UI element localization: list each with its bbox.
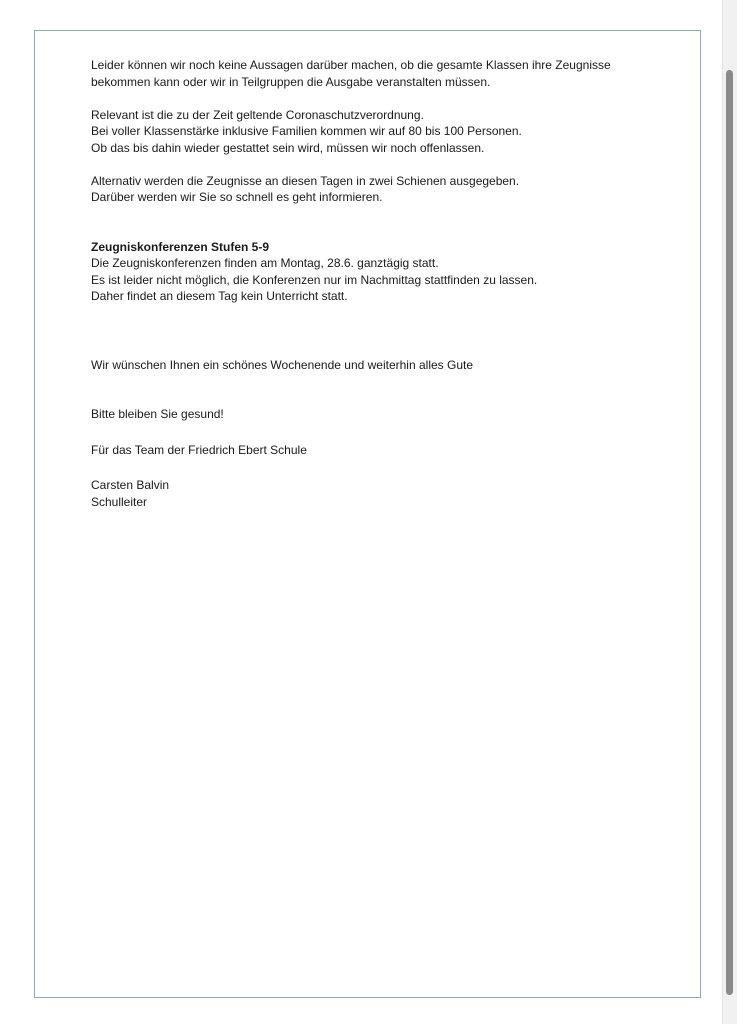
scrollbar-thumb[interactable] xyxy=(726,70,733,995)
paragraph-zeugnisausgabe xyxy=(91,57,691,90)
text-line: Darüber werden wir Sie so schnell es geht informieren. xyxy=(91,190,383,204)
paragraph-coronaschutzverordnung xyxy=(91,107,691,157)
paragraph-alternativ xyxy=(91,173,691,206)
text-line: Alternativ werden die Zeugnisse an diesen Tagen in zwei Schienen ausgegeben. xyxy=(91,173,520,188)
section-heading: Zeugniskonferenzen Stufen 5-9 xyxy=(91,239,270,254)
closing-team xyxy=(91,442,691,459)
closing-stay-healthy xyxy=(91,406,691,423)
text-line: Wir wünschen Ihnen ein schönes Wochenende und weiterhin alles Gute xyxy=(91,357,474,372)
text-line: bekommen kann oder wir in Teilgruppen die Ausgabe veranstalten müssen. xyxy=(91,74,491,89)
text-line: Ob das bis dahin wieder gestattet sein wird, müssen wir noch offenlassen. xyxy=(91,140,485,155)
letter-body xyxy=(91,57,691,510)
closing-wishes xyxy=(91,357,691,374)
signature-block xyxy=(91,477,691,510)
section-zeugniskonferenzen xyxy=(91,239,691,305)
signer-name: Carsten Balvin xyxy=(91,478,170,492)
text-line: Für das Team der Friedrich Ebert Schule xyxy=(91,442,307,457)
text-line: Leider können wir noch keine Aussagen darüber machen, ob die gesamte Klassen ihre Zeugnisse xyxy=(91,58,611,72)
text-line: Daher findet an diesem Tag kein Unterricht statt. xyxy=(91,289,348,303)
text-line: Relevant ist die zu der Zeit geltende Coronaschutzverordnung. xyxy=(91,107,424,122)
signer-title: Schulleiter xyxy=(91,494,148,509)
text-line: Bitte bleiben Sie gesund! xyxy=(91,407,224,421)
text-line: Die Zeugniskonferenzen finden am Montag, 28.6. ganztägig statt. xyxy=(91,256,439,270)
text-line: Es ist leider nicht möglich, die Konferenzen nur im Nachmittag stattfinden zu lassen. xyxy=(91,272,538,287)
text-line: Bei voller Klassenstärke inklusive Familien kommen wir auf 80 bis 100 Personen. xyxy=(91,124,522,138)
